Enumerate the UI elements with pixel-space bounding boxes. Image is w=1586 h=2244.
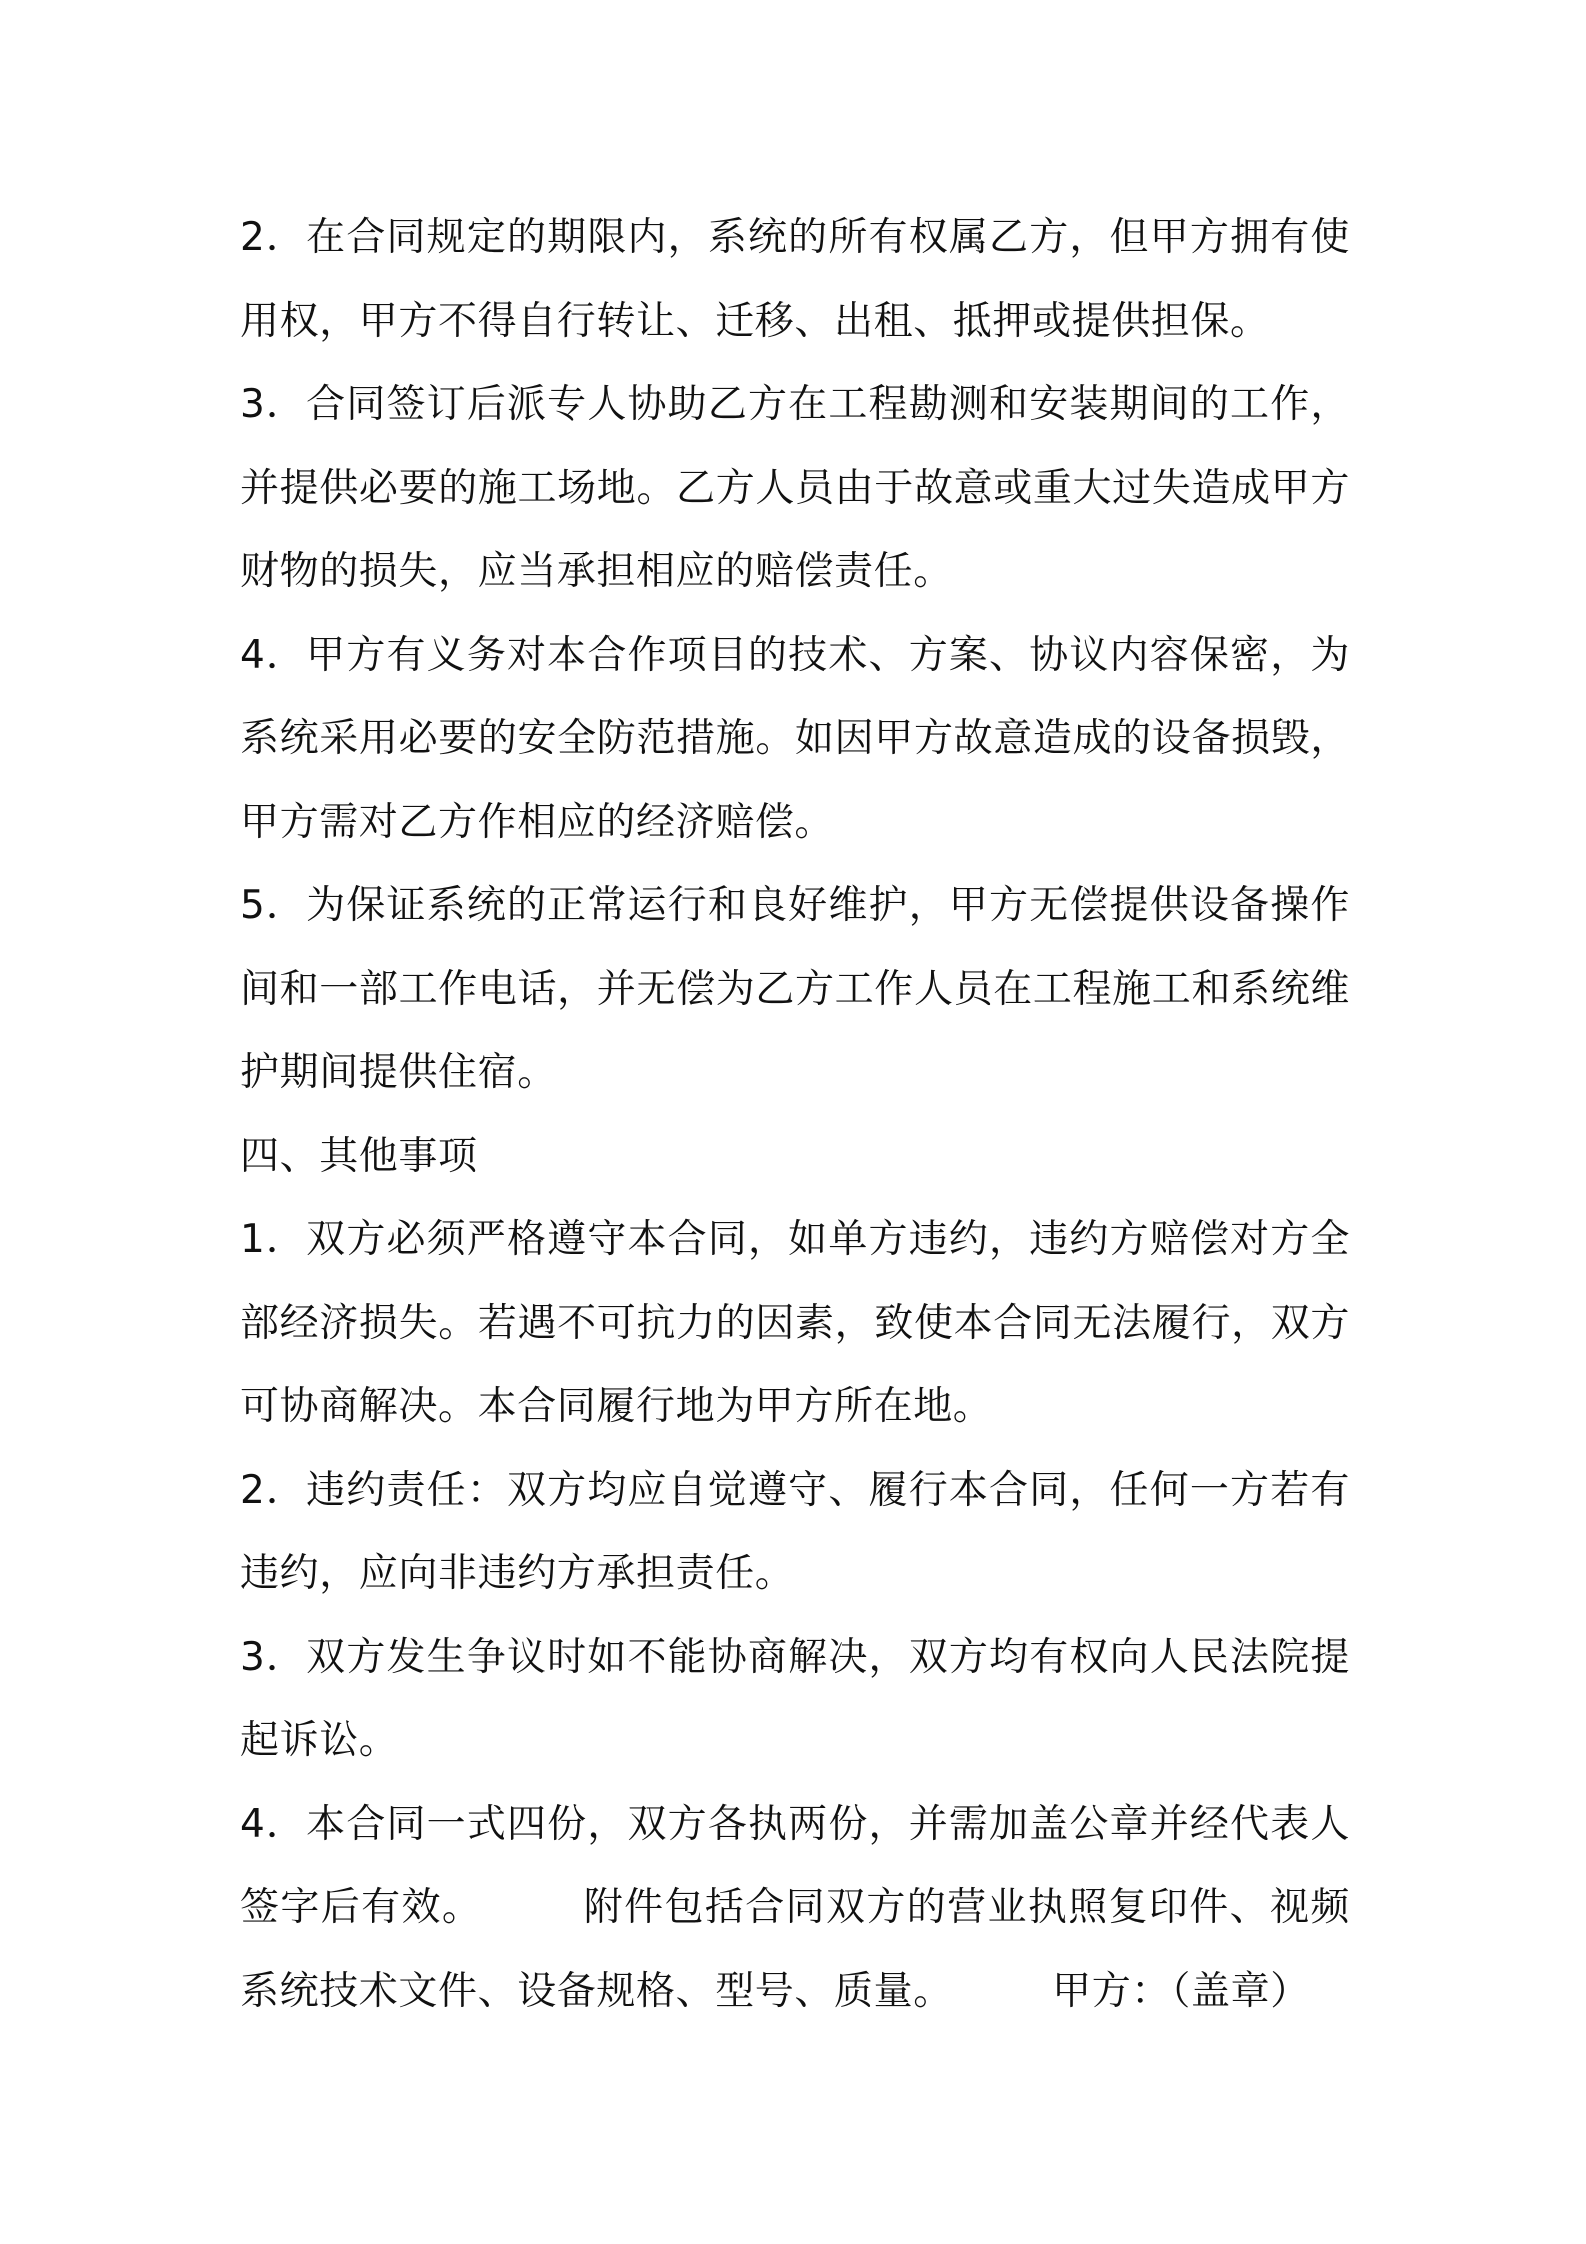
clause-5: 5．为保证系统的正常运行和良好维护，甲方无偿提供设备操作间和一部工作电话，并无偿为乙方工作人员在工程施工和系统维护期间提供住宿。 [240, 883, 1350, 1095]
other-clause-4: 4．本合同一式四份，双方各执两份，并需加盖公章并经代表人签字后有效。 附件包括合同双方的营业执照复印件、视频系统技术文件、设备规格、型号、质量。 甲方：（盖章） [240, 1801, 1350, 2014]
clause-4: 4．甲方有义务对本合作项目的技术、方案、协议内容保密，为系统采用必要的安全防范措施。如因甲方故意造成的设备损毁，甲方需对乙方作相应的经济赔偿。 [240, 632, 1350, 845]
clause-2: 2．在合同规定的期限内，系统的所有权属乙方，但甲方拥有使用权，甲方不得自行转让、迁移、出租、抵押或提供担保。 [240, 215, 1350, 344]
clause-3: 3．合同签订后派专人协助乙方在工程勘测和安装期间的工作，并提供必要的施工场地。乙方人员由于故意或重大过失造成甲方财物的损失，应当承担相应的赔偿责任。 [240, 382, 1350, 594]
other-clause-3: 3．双方发生争议时如不能协商解决，双方均有权向人民法院提起诉讼。 [240, 1634, 1350, 1763]
document-body [240, 196, 1350, 2033]
other-clause-2: 2．违约责任：双方均应自觉遵守、履行本合同，任何一方若有违约，应向非违约方承担责任。 [240, 1467, 1350, 1596]
section-heading-other-matters: 四、其他事项 [240, 1133, 478, 1179]
other-clause-1: 1．双方必须严格遵守本合同，如单方违约，违约方赔偿对方全部经济损失。若遇不可抗力的因素，致使本合同无法履行，双方可协商解决。本合同履行地为甲方所在地。 [240, 1217, 1350, 1429]
